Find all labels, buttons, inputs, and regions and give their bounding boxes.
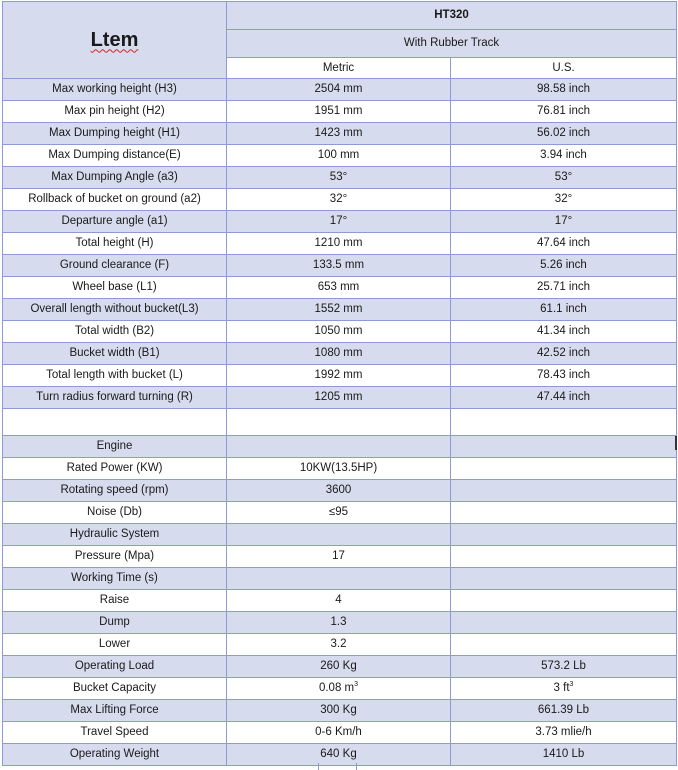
table-row xyxy=(3,211,677,233)
metric-value: 3600 xyxy=(227,480,451,502)
table-row xyxy=(3,744,677,766)
spec-label: Turn radius forward turning (R) xyxy=(3,387,227,409)
spec-label: Bucket Capacity xyxy=(3,678,227,700)
us-value xyxy=(451,546,677,568)
us-value: 47.44 inch xyxy=(451,387,677,409)
metric-value: 1205 mm xyxy=(227,387,451,409)
us-value: 32° xyxy=(451,189,677,211)
spec-table xyxy=(2,1,677,766)
item-column-header: Ltem xyxy=(3,2,227,79)
metric-value: 1951 mm xyxy=(227,101,451,123)
us-value: 3.94 inch xyxy=(451,145,677,167)
us-value: 661.39 Lb xyxy=(451,700,677,722)
spec-label: Max Lifting Force xyxy=(3,700,227,722)
table-row xyxy=(3,79,677,101)
metric-value: 300 Kg xyxy=(227,700,451,722)
us-value: 53° xyxy=(451,167,677,189)
table-row xyxy=(3,233,677,255)
spec-label: Operating Weight xyxy=(3,744,227,766)
us-value: 61.1 inch xyxy=(451,299,677,321)
superscript-three: 3 xyxy=(569,681,574,688)
metric-value: 2504 mm xyxy=(227,79,451,101)
metric-column-header: Metric xyxy=(227,58,451,79)
spec-label: Engine xyxy=(3,436,227,458)
metric-value xyxy=(227,436,451,458)
metric-value: 32° xyxy=(227,189,451,211)
metric-value: 1210 mm xyxy=(227,233,451,255)
metric-value xyxy=(227,409,451,436)
spec-label: Pressure (Mpa) xyxy=(3,546,227,568)
table-edge-marker xyxy=(675,436,677,450)
us-value xyxy=(451,436,677,458)
spec-label: Travel Speed xyxy=(3,722,227,744)
table-row xyxy=(3,321,677,343)
table-row xyxy=(3,145,677,167)
table-row xyxy=(3,656,677,678)
metric-value: 640 Kg xyxy=(227,744,451,766)
spec-label: Overall length without bucket(L3) xyxy=(3,299,227,321)
metric-value: 653 mm xyxy=(227,277,451,299)
us-value: 47.64 inch xyxy=(451,233,677,255)
spec-label xyxy=(3,409,227,436)
table-edge-marker xyxy=(318,763,319,770)
metric-value: 10KW(13.5HP) xyxy=(227,458,451,480)
table-row xyxy=(3,546,677,568)
metric-value: 1050 mm xyxy=(227,321,451,343)
table-row xyxy=(3,722,677,744)
table-row xyxy=(3,458,677,480)
spec-label: Max working height (H3) xyxy=(3,79,227,101)
spec-label: Departure angle (a1) xyxy=(3,211,227,233)
spec-label: Rotating speed (rpm) xyxy=(3,480,227,502)
spec-label: Raise xyxy=(3,590,227,612)
spec-label: Operating Load xyxy=(3,656,227,678)
spec-label: Noise (Db) xyxy=(3,502,227,524)
spec-label: Lower xyxy=(3,634,227,656)
spec-label: Total length with bucket (L) xyxy=(3,365,227,387)
metric-value: 133.5 mm xyxy=(227,255,451,277)
metric-value: 17° xyxy=(227,211,451,233)
us-value: 42.52 inch xyxy=(451,343,677,365)
spec-label: Ground clearance (F) xyxy=(3,255,227,277)
spec-label: Total width (B2) xyxy=(3,321,227,343)
us-value: 76.81 inch xyxy=(451,101,677,123)
metric-value: 1992 mm xyxy=(227,365,451,387)
metric-value: 4 xyxy=(227,590,451,612)
us-value: 1410 Lb xyxy=(451,744,677,766)
spec-label: Dump xyxy=(3,612,227,634)
spec-label: Total height (H) xyxy=(3,233,227,255)
table-row xyxy=(3,480,677,502)
us-value xyxy=(451,590,677,612)
us-value: 78.43 inch xyxy=(451,365,677,387)
spec-label: Working Time (s) xyxy=(3,568,227,590)
us-value xyxy=(451,458,677,480)
metric-value: 53° xyxy=(227,167,451,189)
us-value: 3.73 mlie/h xyxy=(451,722,677,744)
table-row xyxy=(3,612,677,634)
metric-value: 1080 mm xyxy=(227,343,451,365)
metric-value: 1.3 xyxy=(227,612,451,634)
table-row xyxy=(3,409,677,436)
metric-value: 1552 mm xyxy=(227,299,451,321)
superscript-three: 3 xyxy=(354,681,359,688)
table-row xyxy=(3,502,677,524)
table-row xyxy=(3,299,677,321)
spec-label: Max Dumping distance(E) xyxy=(3,145,227,167)
us-value xyxy=(451,568,677,590)
us-value: 56.02 inch xyxy=(451,123,677,145)
table-row xyxy=(3,189,677,211)
us-value: 573.2 Lb xyxy=(451,656,677,678)
spec-label: Wheel base (L1) xyxy=(3,277,227,299)
variant-label: With Rubber Track xyxy=(227,30,677,58)
spec-label: Hydraulic System xyxy=(3,524,227,546)
table-row xyxy=(3,255,677,277)
metric-value: 1423 mm xyxy=(227,123,451,145)
table-row xyxy=(3,590,677,612)
table-row xyxy=(3,678,677,700)
table-row xyxy=(3,167,677,189)
table-row xyxy=(3,568,677,590)
metric-value: 0-6 Km/h xyxy=(227,722,451,744)
spec-label: Rated Power (KW) xyxy=(3,458,227,480)
table-row xyxy=(3,343,677,365)
us-value: 5.26 inch xyxy=(451,255,677,277)
metric-value: ≤95 xyxy=(227,502,451,524)
us-column-header: U.S. xyxy=(451,58,677,79)
metric-value xyxy=(227,524,451,546)
metric-value: 260 Kg xyxy=(227,656,451,678)
table-row xyxy=(3,387,677,409)
spec-label: Max pin height (H2) xyxy=(3,101,227,123)
metric-value xyxy=(227,568,451,590)
metric-value: 0.08 $m^3$ xyxy=(227,678,451,700)
metric-value: 3.2 xyxy=(227,634,451,656)
table-row xyxy=(3,524,677,546)
table-row xyxy=(3,101,677,123)
table-row xyxy=(3,700,677,722)
header-row-model xyxy=(3,2,677,30)
us-value xyxy=(451,409,677,436)
table-row xyxy=(3,123,677,145)
us-value: 25.71 inch xyxy=(451,277,677,299)
metric-value: 17 xyxy=(227,546,451,568)
spec-label: Max Dumping Angle (a3) xyxy=(3,167,227,189)
table-row xyxy=(3,634,677,656)
table-row xyxy=(3,436,677,458)
table-row xyxy=(3,277,677,299)
us-value xyxy=(451,480,677,502)
us-value: 41.34 inch xyxy=(451,321,677,343)
model-name: HT320 xyxy=(227,2,677,30)
spec-label: Max Dumping height (H1) xyxy=(3,123,227,145)
metric-value: 100 mm xyxy=(227,145,451,167)
us-value: 3 $ft^3$ xyxy=(451,678,677,700)
us-value: 17° xyxy=(451,211,677,233)
spec-label: Rollback of bucket on ground (a2) xyxy=(3,189,227,211)
table-edge-marker xyxy=(356,763,357,770)
us-value xyxy=(451,612,677,634)
us-value xyxy=(451,502,677,524)
spec-label: Bucket width (B1) xyxy=(3,343,227,365)
table-row xyxy=(3,365,677,387)
us-value xyxy=(451,634,677,656)
us-value: 98.58 inch xyxy=(451,79,677,101)
us-value xyxy=(451,524,677,546)
